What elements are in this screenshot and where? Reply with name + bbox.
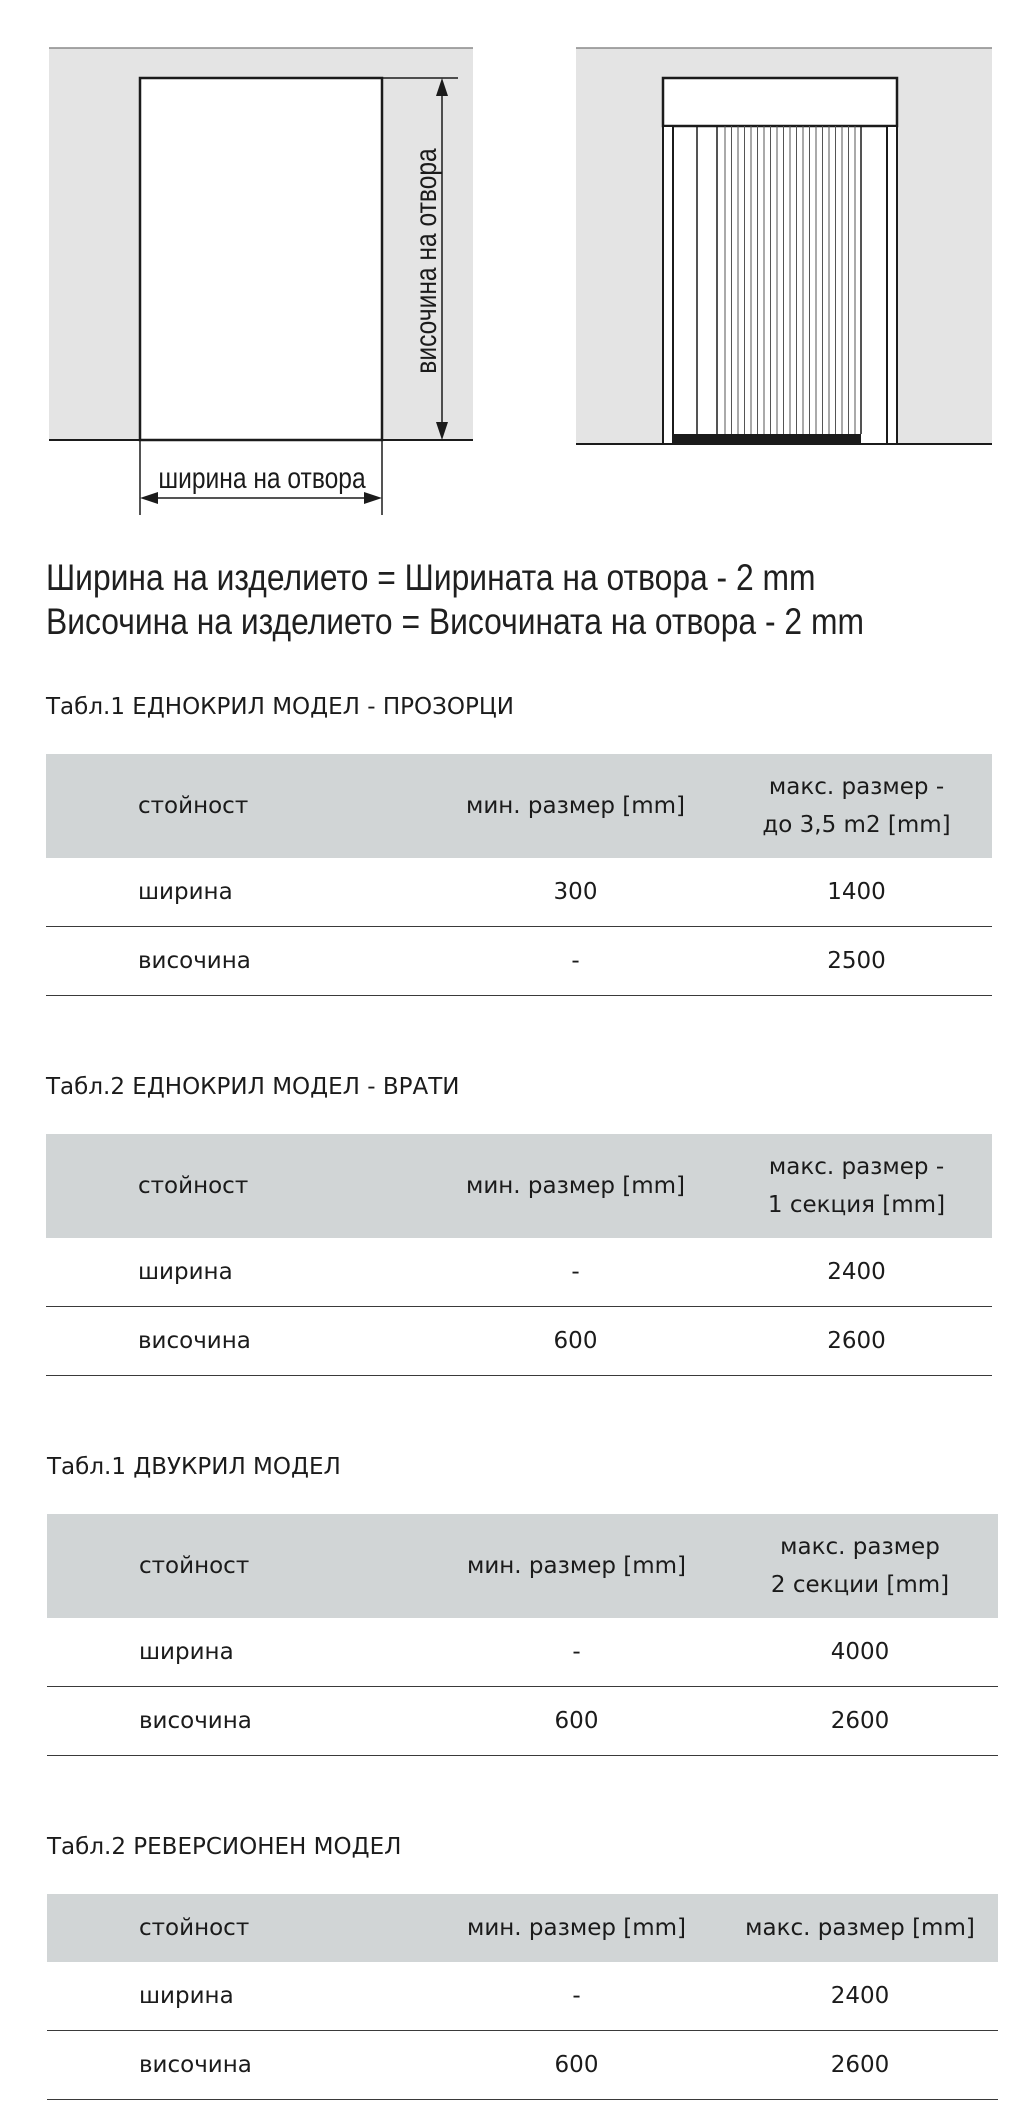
single-wing-doors-table: [46, 1134, 992, 1376]
table-header-row: [46, 1134, 992, 1238]
formula-width: Ширина на изделието = Ширината на отвора - 2 mm: [46, 557, 816, 598]
row-max: 2500: [721, 927, 992, 996]
table-row: [46, 1238, 992, 1307]
row-max: 1400: [721, 858, 992, 927]
bottom-threshold: [673, 434, 861, 444]
header-min: мин. размер [mm]: [431, 1894, 722, 1962]
header-max: макс. размер - до 3,5 m2 [mm]: [721, 754, 992, 858]
header-max: макс. размер 2 секции [mm]: [722, 1514, 998, 1618]
table-row: [46, 927, 992, 996]
row-label: ширина: [47, 1618, 431, 1687]
row-min: -: [430, 927, 721, 996]
header-value: стойност: [46, 1134, 430, 1238]
row-min: -: [431, 1618, 722, 1687]
header-min: мин. размер [mm]: [430, 754, 721, 858]
row-max: 2600: [721, 1307, 992, 1376]
row-min: -: [431, 1962, 722, 2031]
table-header-row: [46, 754, 992, 858]
row-min: 600: [430, 1307, 721, 1376]
pleated-mesh: [725, 126, 855, 434]
table-row: [47, 1687, 998, 1756]
row-max: 4000: [722, 1618, 998, 1687]
row-label: височина: [47, 1687, 431, 1756]
table-header-row: [47, 1894, 998, 1962]
installed-screen-diagram: [570, 0, 1000, 460]
table-row: [46, 1307, 992, 1376]
table-title: Табл.1 ДВУКРИЛ МОДЕЛ: [47, 1454, 341, 1480]
row-label: височина: [46, 1307, 430, 1376]
size-formulas: [46, 556, 986, 644]
header-min: мин. размер [mm]: [431, 1514, 722, 1618]
row-label: ширина: [46, 858, 430, 927]
table-title: Табл.2 ЕДНОКРИЛ МОДЕЛ - ВРАТИ: [46, 1074, 460, 1100]
row-label: височина: [46, 927, 430, 996]
row-max: 2400: [722, 1962, 998, 2031]
opening-rect: [140, 78, 382, 440]
table-row: [47, 1962, 998, 2031]
height-label: височина на отвора: [408, 148, 443, 374]
opening-dimensions-diagram: [0, 0, 500, 530]
opening-rect: [663, 78, 897, 444]
row-max: 2600: [722, 2031, 998, 2100]
table-row: [47, 2031, 998, 2100]
left-frame-profile: [663, 126, 673, 444]
table-title: Табл.1 ЕДНОКРИЛ МОДЕЛ - ПРОЗОРЦИ: [46, 694, 514, 720]
header-value: стойност: [47, 1514, 431, 1618]
row-label: височина: [47, 2031, 431, 2100]
right-frame-profile: [887, 126, 897, 444]
row-min: 300: [430, 858, 721, 927]
header-max: макс. размер - 1 секция [mm]: [721, 1134, 992, 1238]
row-max: 2600: [722, 1687, 998, 1756]
table-header-row: [47, 1514, 998, 1618]
row-label: ширина: [46, 1238, 430, 1307]
single-wing-windows-table: [46, 754, 992, 996]
width-arrow-right: [364, 492, 382, 504]
row-min: 600: [431, 1687, 722, 1756]
row-min: -: [430, 1238, 721, 1307]
row-max: 2400: [721, 1238, 992, 1307]
header-value: стойност: [47, 1894, 431, 1962]
formula-height: Височина на изделието = Височината на отвора - 2 mm: [46, 601, 864, 642]
double-wing-table: [47, 1514, 998, 1756]
header-min: мин. размер [mm]: [430, 1134, 721, 1238]
row-label: ширина: [47, 1962, 431, 2031]
reversible-model-table: [47, 1894, 998, 2100]
cassette-box: [663, 78, 897, 126]
width-label: ширина на отвора: [158, 460, 366, 495]
header-max: макс. размер [mm]: [722, 1894, 998, 1962]
row-min: 600: [431, 2031, 722, 2100]
table-row: [46, 858, 992, 927]
table-row: [47, 1618, 998, 1687]
table-title: Табл.2 РЕВЕРСИОНЕН МОДЕЛ: [47, 1834, 402, 1860]
width-arrow-left: [140, 492, 158, 504]
header-value: стойност: [46, 754, 430, 858]
